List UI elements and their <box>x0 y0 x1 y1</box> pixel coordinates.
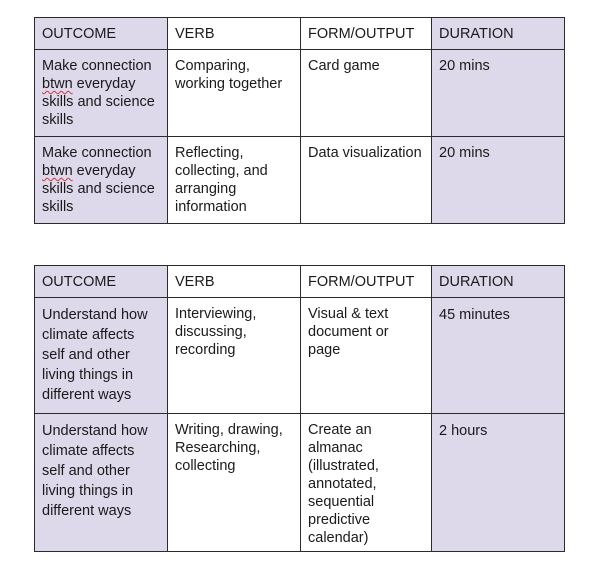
verb-cell: Interviewing, discussing, recording <box>168 298 301 414</box>
outcome-text-prefix: Make connection <box>42 58 152 74</box>
activity-table-1 <box>34 17 565 224</box>
outcome-text-suffix: everyday skills and science skills <box>42 76 155 128</box>
form-output-cell: Data visualization <box>301 137 432 224</box>
misspelled-word[interactable]: btwn <box>42 163 73 179</box>
outcome-cell: Understand how climate affects self and other living things in different ways <box>35 414 168 552</box>
verb-cell: Comparing, working together <box>168 50 301 137</box>
outcome-cell: Understand how climate affects self and other living things in different ways <box>35 298 168 414</box>
header-duration: DURATION <box>432 266 565 298</box>
header-outcome: OUTCOME <box>35 266 168 298</box>
header-duration: DURATION <box>432 18 565 50</box>
outcome-cell <box>35 50 168 137</box>
form-output-cell: Visual & text document or page <box>301 298 432 414</box>
header-form-output: FORM/OUTPUT <box>301 266 432 298</box>
misspelled-word[interactable]: btwn <box>42 76 73 92</box>
table-header-row <box>35 18 565 50</box>
header-form-output: FORM/OUTPUT <box>301 18 432 50</box>
duration-cell: 20 mins <box>432 50 565 137</box>
outcome-cell <box>35 137 168 224</box>
verb-cell: Writing, drawing, Researching, collecting <box>168 414 301 552</box>
form-output-cell: Card game <box>301 50 432 137</box>
duration-cell: 45 minutes <box>432 298 565 414</box>
table-row <box>35 298 565 414</box>
outcome-text-suffix: everyday skills and science skills <box>42 163 155 215</box>
activity-table-2 <box>34 265 565 552</box>
table-header-row <box>35 266 565 298</box>
duration-cell: 20 mins <box>432 137 565 224</box>
verb-cell: Reflecting, collecting, and arranging information <box>168 137 301 224</box>
duration-cell: 2 hours <box>432 414 565 552</box>
form-output-cell: Create an almanac (illustrated, annotated, sequential predictive calendar) <box>301 414 432 552</box>
header-verb: VERB <box>168 18 301 50</box>
table-row <box>35 137 565 224</box>
table-row <box>35 414 565 552</box>
outcome-text-prefix: Make connection <box>42 145 152 161</box>
header-verb: VERB <box>168 266 301 298</box>
table-row <box>35 50 565 137</box>
header-outcome: OUTCOME <box>35 18 168 50</box>
